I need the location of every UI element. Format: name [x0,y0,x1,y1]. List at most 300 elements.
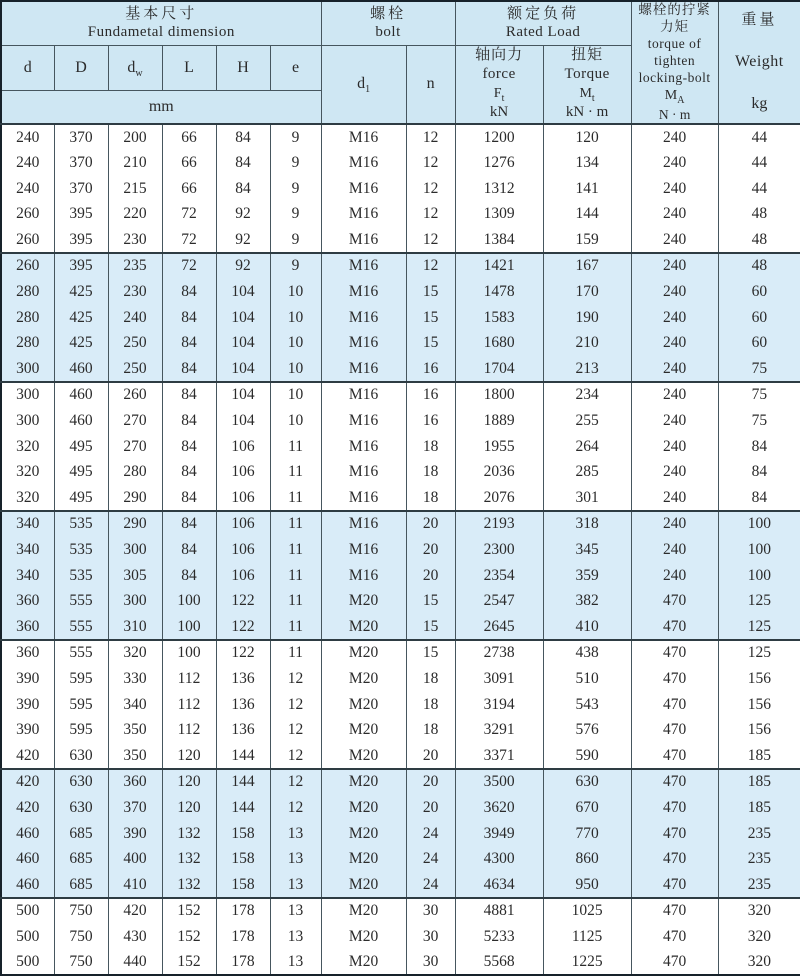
table-cell: 15 [406,279,455,305]
table-cell: 104 [216,408,270,434]
table-cell: 144 [543,202,631,228]
table-cell: 13 [270,872,321,898]
table-cell: M16 [321,356,406,382]
force-symbol: $F_t$ [493,85,505,104]
table-cell: 685 [54,846,108,872]
table-cell: 72 [162,202,216,228]
table-cell: 11 [270,434,321,460]
table-cell: 390 [108,821,162,847]
table-cell: 13 [270,898,321,924]
table-cell: 360 [1,640,54,666]
table-cell: 72 [162,227,216,253]
table-cell: 156 [718,717,800,743]
torque-en: Torque [564,65,610,82]
table-cell: 12 [270,692,321,718]
table-cell: M16 [321,511,406,537]
table-cell: 84 [162,563,216,589]
table-cell: 10 [270,305,321,331]
table-cell: 84 [162,330,216,356]
table-cell: M20 [321,795,406,821]
table-cell: 280 [1,279,54,305]
table-cell: 136 [216,666,270,692]
locking-torque-symbol: $M_A$ [664,88,685,107]
table-cell: 390 [1,692,54,718]
table-cell: 290 [108,511,162,537]
table-cell: M16 [321,459,406,485]
table-cell: 156 [718,692,800,718]
torque-unit: kN · m [565,103,609,120]
table-cell: 144 [216,743,270,769]
table-cell: 240 [1,176,54,202]
table-cell: 125 [718,588,800,614]
table-cell: 260 [1,202,54,228]
table-cell: 84 [162,408,216,434]
table-cell: 460 [1,821,54,847]
table-cell: 15 [406,330,455,356]
table-cell: 1800 [455,382,543,408]
table-row [1,924,800,950]
table-cell: 84 [162,279,216,305]
table-cell: 300 [108,537,162,563]
table-cell: 144 [216,795,270,821]
table-cell: 460 [1,846,54,872]
table-cell: 1200 [455,124,543,150]
table-cell: 500 [1,950,54,976]
table-row [1,872,800,898]
table-cell: M16 [321,434,406,460]
table-cell: 240 [631,356,718,382]
table-cell: 470 [631,846,718,872]
table-cell: 48 [718,227,800,253]
table-cell: 72 [162,253,216,279]
table-cell: 152 [162,950,216,976]
table-cell: 235 [718,872,800,898]
header-col-L: L [162,45,216,90]
table-cell: 3291 [455,717,543,743]
table-cell: 11 [270,459,321,485]
table-cell: 48 [718,202,800,228]
table-cell: 630 [54,795,108,821]
locking-torque-unit: N · m [658,106,691,122]
table-row [1,305,800,331]
table-cell: 178 [216,924,270,950]
table-cell: 370 [108,795,162,821]
table-cell: 141 [543,176,631,202]
table-cell: 136 [216,692,270,718]
table-cell: 280 [1,305,54,331]
table-cell: 320 [718,924,800,950]
table-cell: 470 [631,821,718,847]
table-cell: 15 [406,640,455,666]
table-cell: 112 [162,717,216,743]
table-cell: 240 [631,459,718,485]
table-cell: 24 [406,872,455,898]
table-cell: 120 [162,795,216,821]
bolt-title-zh: 螺栓 [370,5,407,22]
table-cell: 240 [631,279,718,305]
table-cell: 3620 [455,795,543,821]
table-cell: 106 [216,511,270,537]
table-cell: 750 [54,924,108,950]
table-cell: 100 [718,511,800,537]
table-cell: 1889 [455,408,543,434]
table-cell: 470 [631,588,718,614]
dimension-title-zh: 基本尺寸 [125,5,198,22]
table-cell: 360 [1,588,54,614]
table-cell: 425 [54,279,108,305]
table-cell: 330 [108,666,162,692]
table-cell: M16 [321,227,406,253]
torque-zh: 扭矩 [571,47,604,64]
table-cell: 555 [54,640,108,666]
table-cell: 2738 [455,640,543,666]
header-col-dw: $d_w$ [108,45,162,90]
table-cell: 11 [270,588,321,614]
table-cell: 240 [631,176,718,202]
table-cell: 5233 [455,924,543,950]
table-cell: 420 [108,898,162,924]
table-cell: 382 [543,588,631,614]
table-cell: 240 [631,330,718,356]
table-cell: 235 [108,253,162,279]
table-cell: 13 [270,846,321,872]
table-cell: 1421 [455,253,543,279]
table-cell: 18 [406,459,455,485]
table-row [1,563,800,589]
table-cell: 630 [54,769,108,795]
table-cell: 11 [270,537,321,563]
table-cell: M20 [321,769,406,795]
table-cell: 3194 [455,692,543,718]
table-cell: 30 [406,898,455,924]
table-cell: 285 [543,459,631,485]
table-cell: 106 [216,434,270,460]
table-cell: 2547 [455,588,543,614]
table-cell: 1309 [455,202,543,228]
table-cell: 120 [162,769,216,795]
table-cell: 340 [108,692,162,718]
table-cell: 158 [216,872,270,898]
table-cell: 2036 [455,459,543,485]
table-cell: 320 [718,950,800,976]
table-cell: 84 [162,537,216,563]
table-cell: 250 [108,356,162,382]
table-cell: 310 [108,614,162,640]
table-cell: 136 [216,717,270,743]
table-cell: 48 [718,253,800,279]
table-cell: 15 [406,588,455,614]
table-cell: 390 [1,717,54,743]
table-cell: 104 [216,279,270,305]
table-row [1,382,800,408]
table-cell: 12 [406,227,455,253]
table-cell: 4300 [455,846,543,872]
table-cell: 234 [543,382,631,408]
table-cell: 11 [270,563,321,589]
table-cell: 100 [718,537,800,563]
table-cell: 595 [54,692,108,718]
table-cell: 159 [543,227,631,253]
table-cell: 18 [406,717,455,743]
table-cell: 18 [406,692,455,718]
table-cell: 12 [270,666,321,692]
table-cell: 470 [631,640,718,666]
table-cell: 12 [270,717,321,743]
table-cell: 300 [108,588,162,614]
table-cell: 240 [631,563,718,589]
table-cell: 84 [162,356,216,382]
header-col-weight [718,1,800,124]
header-col-D: D [54,45,108,90]
table-cell: 84 [162,305,216,331]
table-cell: 240 [631,408,718,434]
table-cell: 158 [216,846,270,872]
table-cell: 1583 [455,305,543,331]
table-row [1,769,800,795]
table-cell: 1955 [455,434,543,460]
table-cell: 125 [718,614,800,640]
table-cell: 555 [54,588,108,614]
table-cell: M16 [321,305,406,331]
table-cell: 9 [270,227,321,253]
table-cell: 470 [631,872,718,898]
table-cell: 9 [270,176,321,202]
table-cell: 395 [54,227,108,253]
table-cell: 470 [631,795,718,821]
table-cell: 470 [631,666,718,692]
table-cell: 44 [718,150,800,176]
table-cell: 92 [216,227,270,253]
table-cell: 12 [406,253,455,279]
table-cell: 470 [631,950,718,976]
table-cell: 264 [543,434,631,460]
table-cell: M20 [321,821,406,847]
table-cell: 18 [406,485,455,511]
table-cell: 860 [543,846,631,872]
table-cell: 543 [543,692,631,718]
locking-torque-en-3: locking-bolt [638,69,711,85]
table-cell: 240 [108,305,162,331]
table-cell: 430 [108,924,162,950]
table-cell: M16 [321,408,406,434]
table-cell: 1276 [455,150,543,176]
table-cell: 106 [216,537,270,563]
locking-torque-en-2: tighten [654,52,696,68]
table-cell: 12 [406,202,455,228]
table-cell: M20 [321,743,406,769]
table-cell: 301 [543,485,631,511]
table-cell: 18 [406,666,455,692]
table-cell: 395 [54,253,108,279]
table-cell: 84 [718,434,800,460]
table-cell: 370 [54,124,108,150]
table-cell: 2645 [455,614,543,640]
table-cell: 1312 [455,176,543,202]
table-cell: M20 [321,846,406,872]
table-header [1,1,800,124]
table-cell: 470 [631,924,718,950]
table-cell: M20 [321,717,406,743]
locking-torque-en-1: torque of [647,35,702,51]
table-cell: 240 [631,485,718,511]
locking-torque-zh-1: 螺栓的拧紧 [638,2,711,17]
table-row [1,176,800,202]
table-cell: 84 [216,124,270,150]
table-cell: 15 [406,305,455,331]
table-cell: 1225 [543,950,631,976]
header-group-rated-load [455,1,631,45]
table-cell: 167 [543,253,631,279]
table-cell: 340 [1,563,54,589]
force-unit: kN [489,103,509,120]
table-cell: 106 [216,485,270,511]
header-col-locking-torque [631,1,718,124]
table-cell: 20 [406,769,455,795]
table-cell: M16 [321,563,406,589]
table-cell: 500 [1,924,54,950]
table-cell: 12 [270,743,321,769]
table-cell: 1025 [543,898,631,924]
table-cell: 178 [216,950,270,976]
table-cell: 12 [270,769,321,795]
table-cell: 470 [631,769,718,795]
table-cell: 9 [270,124,321,150]
table-cell: 84 [162,434,216,460]
table-cell: 120 [162,743,216,769]
table-body [1,124,800,975]
table-cell: 350 [108,717,162,743]
table-row [1,279,800,305]
table-cell: 270 [108,434,162,460]
table-cell: 84 [216,150,270,176]
header-col-n: n [406,45,455,124]
table-cell: 3949 [455,821,543,847]
table-cell: 178 [216,898,270,924]
table-cell: 10 [270,408,321,434]
table-cell: 685 [54,872,108,898]
table-cell: 120 [543,124,631,150]
table-cell: 2354 [455,563,543,589]
table-cell: 750 [54,950,108,976]
table-cell: 1125 [543,924,631,950]
table-cell: 420 [1,743,54,769]
table-cell: 100 [162,640,216,666]
table-cell: 185 [718,769,800,795]
table-cell: 44 [718,176,800,202]
table-cell: M16 [321,176,406,202]
table-row [1,202,800,228]
table-cell: 410 [543,614,631,640]
table-row [1,821,800,847]
table-cell: M20 [321,588,406,614]
table-cell: 420 [1,795,54,821]
table-cell: 535 [54,563,108,589]
table-cell: 495 [54,459,108,485]
table-row [1,898,800,924]
table-cell: 320 [1,485,54,511]
table-cell: M20 [321,692,406,718]
table-cell: 84 [718,459,800,485]
table-row [1,485,800,511]
table-row [1,692,800,718]
table-cell: 535 [54,511,108,537]
table-cell: 60 [718,279,800,305]
table-cell: M16 [321,202,406,228]
table-cell: 495 [54,434,108,460]
table-cell: 230 [108,227,162,253]
table-cell: 84 [216,176,270,202]
table-cell: 200 [108,124,162,150]
table-cell: 60 [718,330,800,356]
table-cell: M20 [321,666,406,692]
table-cell: 104 [216,356,270,382]
table-cell: 240 [631,511,718,537]
table-row [1,511,800,537]
table-cell: 10 [270,382,321,408]
table-row [1,330,800,356]
table-cell: 425 [54,330,108,356]
table-cell: 950 [543,872,631,898]
table-cell: 576 [543,717,631,743]
dimension-title-en: Fundametal dimension [87,24,235,41]
table-cell: 18 [406,434,455,460]
table-cell: 20 [406,563,455,589]
table-row [1,150,800,176]
table-cell: 156 [718,666,800,692]
table-row [1,537,800,563]
table-cell: 595 [54,666,108,692]
table-cell: 213 [543,356,631,382]
table-cell: M20 [321,924,406,950]
weight-title-en: Weight [734,52,784,70]
header-dimension-unit: mm [1,90,321,124]
table-cell: M16 [321,537,406,563]
bolt-title-en: bolt [375,24,401,41]
table-row [1,795,800,821]
table-cell: 235 [718,821,800,847]
table-cell: 185 [718,743,800,769]
table-cell: 438 [543,640,631,666]
table-cell: 240 [631,434,718,460]
table-cell: 300 [1,408,54,434]
table-row [1,227,800,253]
table-cell: M16 [321,485,406,511]
table-cell: 30 [406,950,455,976]
table-cell: 24 [406,821,455,847]
table-cell: 104 [216,305,270,331]
table-cell: 460 [54,408,108,434]
table-row [1,459,800,485]
table-cell: 84 [718,485,800,511]
table-cell: 240 [1,124,54,150]
table-cell: 395 [54,202,108,228]
table-cell: 66 [162,124,216,150]
table-row [1,588,800,614]
table-cell: 260 [108,382,162,408]
table-cell: 1478 [455,279,543,305]
table-cell: 92 [216,253,270,279]
table-cell: 9 [270,150,321,176]
table-cell: 3091 [455,666,543,692]
table-cell: 305 [108,563,162,589]
table-cell: 210 [108,150,162,176]
table-row [1,743,800,769]
table-cell: 500 [1,898,54,924]
table-cell: 4634 [455,872,543,898]
table-cell: 460 [1,872,54,898]
table-cell: 75 [718,356,800,382]
table-cell: 240 [631,124,718,150]
